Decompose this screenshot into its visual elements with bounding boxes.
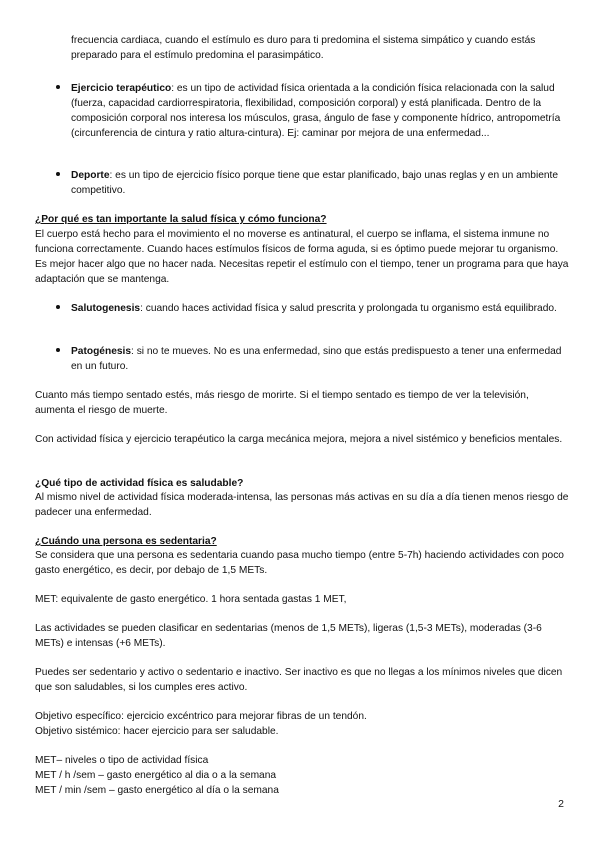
bullet-patogenesis bbox=[71, 344, 571, 374]
bullet-dot-icon bbox=[56, 305, 60, 309]
objetivo-line: Objetivo sistémico: hacer ejercicio para ser saludable. bbox=[35, 726, 279, 737]
section-heading bbox=[35, 534, 571, 549]
paragraph-sentado: Cuanto más tiempo sentado estés, más riesgo de morirte. Si el tiempo sentado es tiempo de ver la televisión, aumenta el riesgo de muerte. bbox=[35, 390, 529, 416]
bullet-marker bbox=[56, 344, 68, 359]
paragraph-met: MET: equivalente de gasto energético. 1 hora sentada gastas 1 MET, bbox=[35, 594, 347, 605]
bullet-text: : si no te mueves. No es una enfermedad, sino que estás predispuesto a tener una enfermedad en un futuro. bbox=[71, 346, 562, 372]
paragraph-carga-mecanica: Con actividad física y ejercicio terapéutico la carga mecánica mejora, mejora a nivel sistémico y beneficios mentales. bbox=[35, 434, 563, 445]
bullet-marker bbox=[56, 301, 68, 316]
bullet-dot-icon bbox=[56, 85, 60, 89]
met-line: MET / h /sem – gasto energético al dia o a la semana bbox=[35, 770, 277, 781]
met-line: MET / min /sem – gasto energético al día o la semana bbox=[35, 785, 279, 796]
bullet-term: Salutogenesis bbox=[71, 303, 141, 314]
section-heading-text: ¿Qué tipo de actividad física es saludable? bbox=[35, 478, 244, 489]
bullet-deporte bbox=[71, 168, 571, 198]
section-heading-text: ¿Por qué es tan importante la salud física y cómo funciona? bbox=[35, 214, 327, 225]
section-body: Se considera que una persona es sedentaria cuando pasa mucho tiempo (entre 5-7h) haciendo actividades con poco gasto energético, es decir, por debajo de 1,5 METs. bbox=[35, 550, 564, 576]
carryover-paragraph: frecuencia cardiaca, cuando el estímulo es duro para ti predomina el sistema simpático y cuando estás preparado para el estímulo predomina el parasimpático. bbox=[71, 35, 536, 61]
met-line: MET– niveles o tipo de actividad física bbox=[35, 755, 209, 766]
bullet-dot-icon bbox=[56, 172, 60, 176]
paragraph-inactivo: Puedes ser sedentario y activo o sedentario e inactivo. Ser inactivo es que no llegas a los mínimos niveles que dicen que son saludables, si los cumples eres activo. bbox=[35, 667, 563, 693]
bullet-text: : es un tipo de actividad física orientada a la condición física relacionada con la salud (fuerza, capacidad cardiorrespiratoria, flexibilidad, composición corporal) y está planificada. Dentro de la composición corporal nos interesa los músculos, grasa, ángulo de fase y componente hídrico, antropometría (circunferencia de cintura y ratio altura-cintura). Ej: caminar por mejora de una enfermedad... bbox=[71, 83, 561, 139]
bullet-marker bbox=[56, 81, 68, 96]
bullet-term: Patogénesis bbox=[71, 346, 132, 357]
page-number: 2 bbox=[558, 798, 564, 810]
section-heading bbox=[35, 212, 571, 227]
bullet-ejercicio-terapeutico bbox=[71, 81, 571, 141]
paragraph-clasificacion: Las actividades se pueden clasificar en sedentarias (menos de 1,5 METs), ligeras (1,5-3 METs), moderadas (3-6 METs) e intensas (+6 METs). bbox=[35, 623, 542, 649]
bullet-marker bbox=[56, 168, 68, 183]
bullet-dot-icon bbox=[56, 348, 60, 352]
bullet-term: Ejercicio terapéutico bbox=[71, 83, 172, 94]
section-heading-text: ¿Cuándo una persona es sedentaria? bbox=[35, 536, 217, 547]
bullet-term: Deporte bbox=[71, 170, 110, 181]
section-body: Al mismo nivel de actividad física moderada-intensa, las personas más activas en su día a día tienen menos riesgo de padecer una enfermedad. bbox=[35, 492, 569, 518]
bullet-text: : es un tipo de ejercicio físico porque tiene que estar planificado, bajo unas reglas y en un ambiente competitivo. bbox=[71, 170, 559, 196]
objetivo-line: Objetivo específico: ejercicio excéntrico para mejorar fibras de un tendón. bbox=[35, 711, 367, 722]
bullet-text: : cuando haces actividad física y salud prescrita y prolongada tu organismo está equilibrado. bbox=[140, 303, 557, 314]
bullet-salutogenesis bbox=[71, 301, 571, 316]
section-body: El cuerpo está hecho para el movimiento el no moverse es antinatural, el cuerpo se inflama, el sistema inmune no funciona correctamente. Cuando haces estímulos físicos de forma aguda, si es óptimo puede mejorar tu organismo. Es mejor hacer algo que no hacer nada. Necesitas repetir el estímulo con el tiempo, tener un programa para que haya adaptación que se mantenga. bbox=[35, 229, 569, 285]
section-heading bbox=[35, 476, 571, 491]
